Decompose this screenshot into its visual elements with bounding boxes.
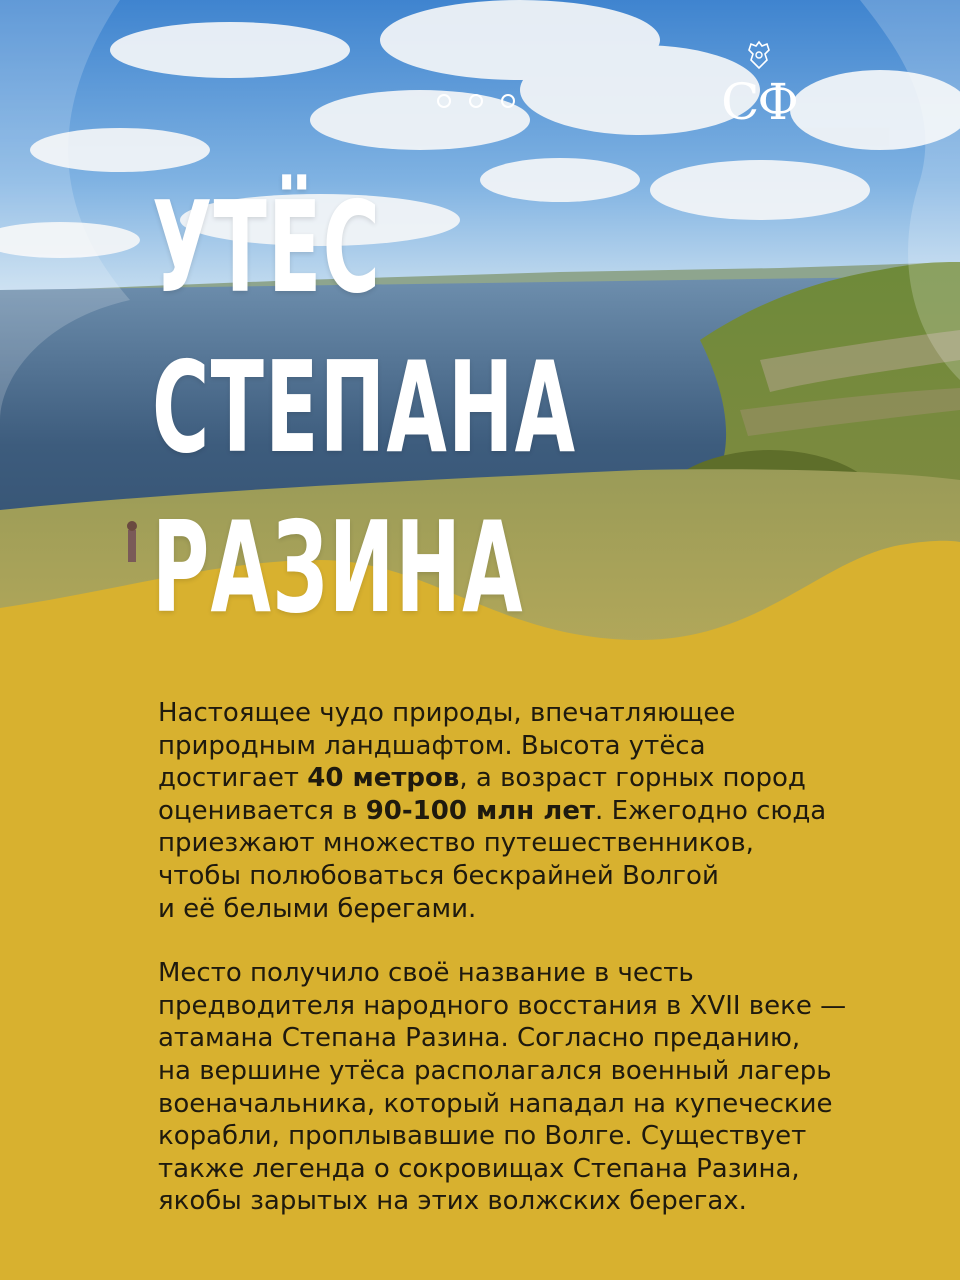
text-line: Настоящее чудо природы, впечатляющее bbox=[158, 698, 736, 728]
highlight-height: 40 метров bbox=[307, 763, 460, 794]
highlight-age: 90-100 млн лет bbox=[365, 795, 596, 826]
text-line: природным ландшафтом. Высота утёса bbox=[158, 730, 706, 761]
logo-text: СФ bbox=[721, 73, 797, 131]
carousel-dots bbox=[437, 94, 515, 108]
text-line: атамана Степана Разина. Согласно преданию, bbox=[158, 1023, 801, 1054]
page-title bbox=[152, 168, 576, 648]
carousel-dot[interactable] bbox=[501, 94, 515, 108]
title-line-1: УТЁС bbox=[152, 174, 382, 321]
text-line: чтобы полюбоваться бескрайней Волгой bbox=[158, 860, 719, 891]
carousel-dot[interactable] bbox=[437, 94, 451, 108]
text-line: приезжают множество путешественников, bbox=[158, 828, 754, 859]
text-line: якобы зарытых на этих волжских берегах. bbox=[158, 1186, 747, 1217]
carousel-dot[interactable] bbox=[469, 94, 483, 108]
text-line: военачальника, который нападал на купеческие bbox=[158, 1088, 833, 1119]
eagle-emblem-icon bbox=[745, 40, 773, 72]
text-line: предводителя народного восстания в XVII веке — bbox=[158, 990, 847, 1021]
text-line: , а возраст горных пород bbox=[459, 763, 806, 794]
federation-council-logo bbox=[700, 40, 818, 130]
text-line: также легенда о сокровищах Степана Разина, bbox=[158, 1153, 800, 1184]
text-line: на вершине утёса располагался военный лагерь bbox=[158, 1055, 832, 1086]
title-line-3: РАЗИНА bbox=[152, 494, 524, 641]
text-line: корабли, проплывавшие по Волге. Существует bbox=[158, 1121, 807, 1152]
text-line: . Ежегодно сюда bbox=[595, 795, 827, 826]
paragraph-1 bbox=[158, 697, 918, 925]
text-line: оценивается в bbox=[158, 795, 366, 826]
article-body bbox=[158, 697, 918, 1218]
text-line: Место получило своё название в честь bbox=[158, 958, 694, 989]
text-line: достигает bbox=[158, 763, 308, 794]
paragraph-2 bbox=[158, 957, 918, 1218]
text-line: и её белыми берегами. bbox=[158, 893, 477, 924]
title-line-2: СТЕПАНА bbox=[152, 334, 577, 481]
